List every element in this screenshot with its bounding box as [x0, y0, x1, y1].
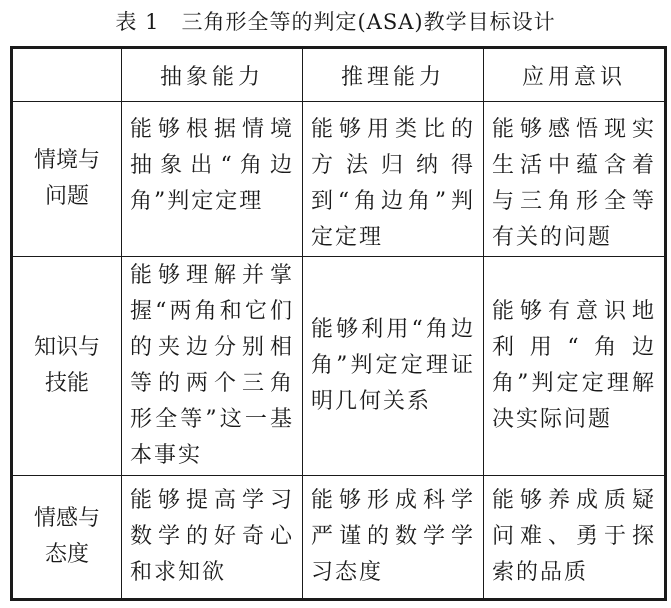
table-row	[12, 257, 666, 475]
table-title: 三角形全等的判定(ASA)教学目标设计	[181, 10, 556, 34]
table-cell: 能够根据情境抽象出“角边角”判定定理	[122, 102, 303, 257]
header-row	[12, 48, 666, 102]
table-cell: 能够养成质疑问难、勇于探索的品质	[484, 475, 666, 599]
table-cell: 能够有意识地利用“角边角”判定定理解决实际问题	[484, 257, 666, 475]
table-cell: 能够提高学习数学的好奇心和求知欲	[122, 475, 303, 599]
header-reasoning: 推理能力	[303, 48, 484, 102]
objectives-table	[10, 46, 667, 601]
table-row	[12, 475, 666, 599]
header-corner	[12, 48, 122, 102]
header-application: 应用意识	[484, 48, 666, 102]
table-number: 表 1	[115, 10, 160, 34]
table-row	[12, 102, 666, 257]
table-cell: 能够形成科学严谨的数学学习态度	[303, 475, 484, 599]
table-caption	[0, 6, 671, 36]
table-cell: 能够利用“角边角”判定定理证明几何关系	[303, 257, 484, 475]
header-abstraction: 抽象能力	[122, 48, 303, 102]
table-cell: 能够理解并掌握“两角和它们的夹边分别相等的两个三角形全等”这一基本事实	[122, 257, 303, 475]
table-cell: 能够用类比的方法归纳得到“角边角”判定定理	[303, 102, 484, 257]
row-label-situation: 情境与 问题	[12, 102, 122, 257]
row-label-emotion: 情感与 态度	[12, 475, 122, 599]
row-label-knowledge: 知识与 技能	[12, 257, 122, 475]
table-cell: 能够感悟现实生活中蕴含着与三角形全等有关的问题	[484, 102, 666, 257]
